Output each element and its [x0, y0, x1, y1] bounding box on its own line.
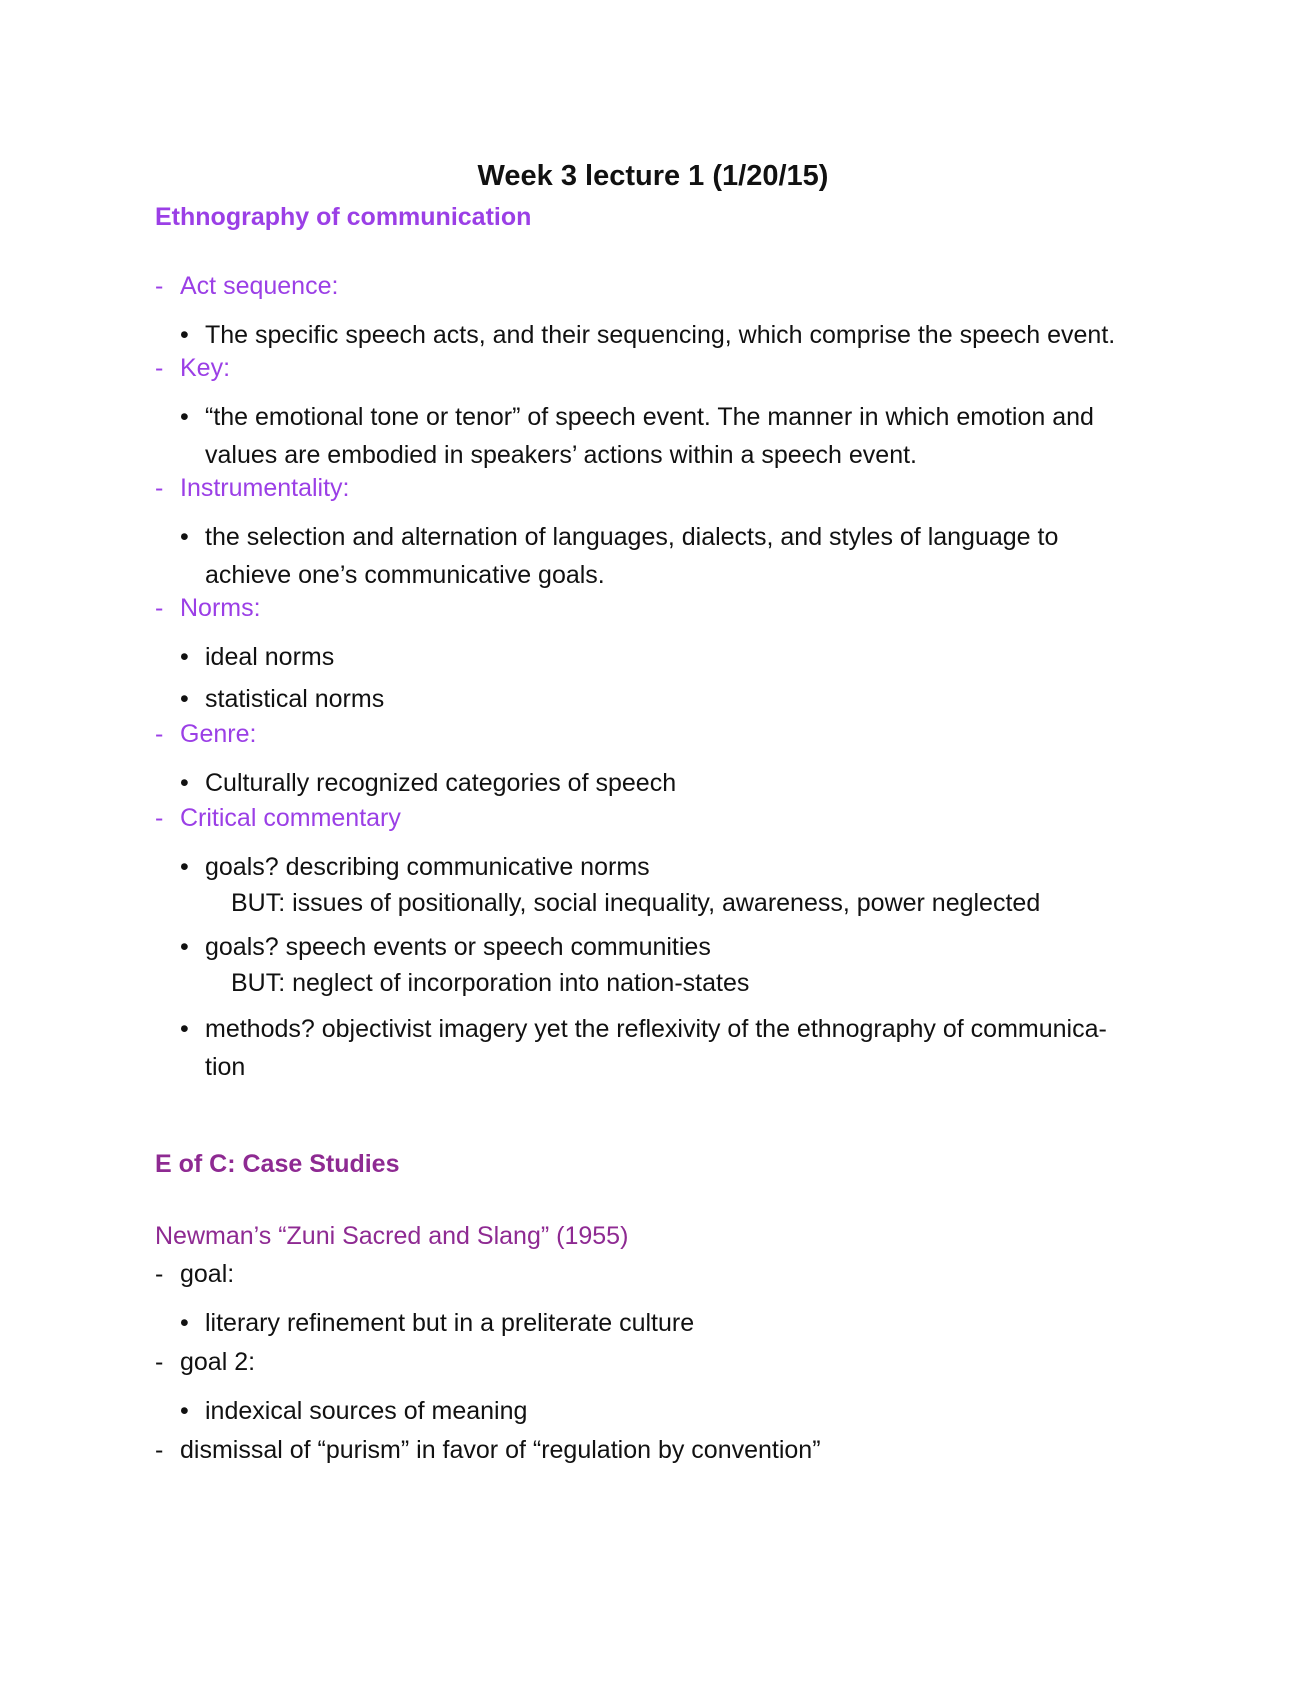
list-item-genre — [155, 720, 256, 749]
bullet-continuation: BUT: neglect of incorporation into nation-states — [231, 969, 750, 997]
bullet-item — [180, 1392, 1140, 1430]
dash-marker: - — [155, 1260, 164, 1288]
item-label: Key: — [180, 354, 231, 382]
dash-marker: - — [155, 804, 164, 832]
bullet-continuation: BUT: issues of positionally, social inequality, awareness, power neglected — [231, 889, 1041, 917]
item-label: Critical commentary — [180, 804, 401, 832]
bullet-item — [180, 928, 1140, 966]
dash-marker: - — [155, 354, 164, 382]
section-heading-ethnography: Ethnography of communication — [155, 203, 532, 231]
bullet-marker: • — [180, 523, 189, 551]
bullet-text: Culturally recognized categories of speech — [205, 769, 677, 797]
bullet-text: statistical norms — [205, 685, 385, 713]
list-item-instrumentality — [155, 474, 350, 503]
bullet-item — [180, 1304, 1140, 1342]
bullet-item — [180, 764, 1140, 802]
bullet-marker: • — [180, 685, 189, 713]
bullet-item — [180, 848, 1140, 886]
list-item-goal-2 — [155, 1348, 255, 1377]
dash-marker: - — [155, 474, 164, 502]
list-item-goal — [155, 1260, 234, 1289]
bullet-marker: • — [180, 1015, 189, 1043]
item-label: goal 2: — [180, 1348, 256, 1376]
bullet-text: The specific speech acts, and their sequencing, which comprise the speech event. — [205, 321, 1116, 349]
bullet-marker: • — [180, 321, 189, 349]
bullet-marker: • — [180, 933, 189, 961]
bullet-marker: • — [180, 853, 189, 881]
item-label: Instrumentality: — [180, 474, 350, 502]
section-heading-case-studies: E of C: Case Studies — [155, 1150, 400, 1178]
list-item-act-sequence — [155, 272, 338, 301]
page-title: Week 3 lecture 1 (1/20/15) — [477, 160, 829, 192]
item-label: goal: — [180, 1260, 235, 1288]
bullet-item — [180, 638, 1140, 676]
dash-marker: - — [155, 272, 164, 300]
dash-marker: - — [155, 594, 164, 622]
bullet-text: “the emotional tone or tenor” of speech event. The manner in which emotion and values are embodied in speakers’ actions within a speech event. — [205, 403, 1094, 469]
bullet-text: goals? speech events or speech communities — [205, 933, 711, 961]
bullet-text: goals? describing communicative norms — [205, 853, 650, 881]
dash-marker: - — [155, 720, 164, 748]
bullet-text: indexical sources of meaning — [205, 1397, 528, 1425]
list-item-norms — [155, 594, 261, 623]
bullet-item — [180, 518, 1140, 594]
bullet-text: methods? objectivist imagery yet the reflexivity of the ethnography of communica- tion — [205, 1015, 1107, 1081]
list-item-dismissal — [155, 1436, 821, 1465]
dash-marker: - — [155, 1436, 164, 1464]
item-label: Act sequence: — [180, 272, 339, 300]
bullet-text: the selection and alternation of languages, dialects, and styles of language to achieve one’s communicative goals. — [205, 523, 1059, 589]
bullet-item — [180, 316, 1140, 354]
item-label: dismissal of “purism” in favor of “regulation by convention” — [180, 1436, 821, 1464]
subheading-newman: Newman’s “Zuni Sacred and Slang” (1955) — [155, 1222, 629, 1250]
item-label: Norms: — [180, 594, 261, 622]
item-label: Genre: — [180, 720, 257, 748]
dash-marker: - — [155, 1348, 164, 1376]
bullet-marker: • — [180, 403, 189, 431]
bullet-marker: • — [180, 1309, 189, 1337]
bullet-item — [180, 680, 1140, 718]
bullet-marker: • — [180, 1397, 189, 1425]
bullet-marker: • — [180, 769, 189, 797]
list-item-key — [155, 354, 230, 383]
bullet-marker: • — [180, 643, 189, 671]
list-item-critical-commentary — [155, 804, 401, 833]
bullet-text: ideal norms — [205, 643, 335, 671]
bullet-item — [180, 398, 1140, 474]
bullet-item — [180, 1010, 1140, 1086]
bullet-text: literary refinement but in a preliterate culture — [205, 1309, 695, 1337]
